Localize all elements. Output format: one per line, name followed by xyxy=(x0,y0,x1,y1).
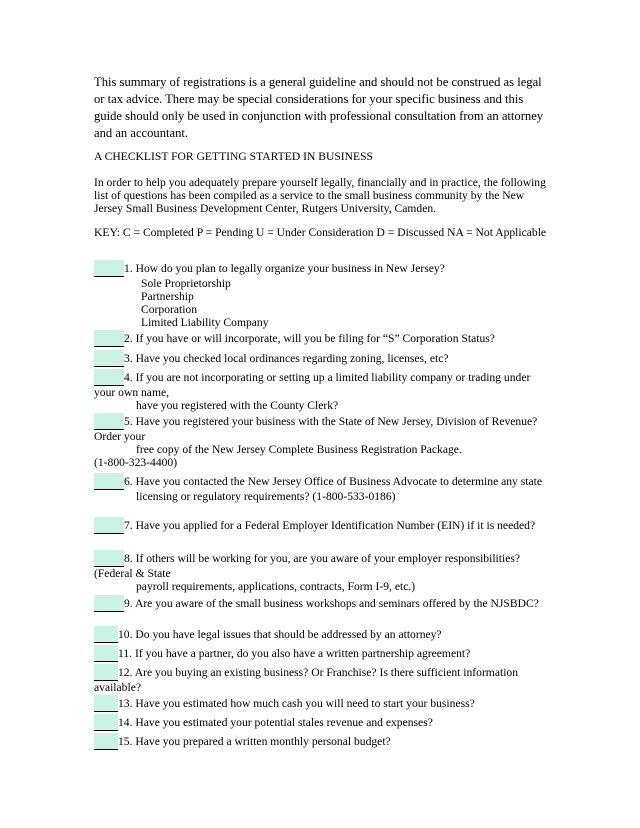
checklist-item-1 xyxy=(94,262,549,329)
item-text: 6. Have you contacted the New Jersey Office of Business Advocate to determine any state xyxy=(124,475,542,488)
item-text: 8. If others will be working for you, are you aware of your employer responsibilities? (Federal & State xyxy=(94,552,521,580)
checklist-item-8 xyxy=(94,552,549,593)
item-text: 14. Have you estimated your potential stales revenue and expenses? xyxy=(118,716,433,729)
org-option-sole-proprietorship: Sole Proprietorship xyxy=(141,277,231,290)
checklist-item-13 xyxy=(94,697,549,712)
checklist-item-2 xyxy=(94,332,549,347)
item-text: 10. Do you have legal issues that should be addressed by an attorney? xyxy=(118,628,442,641)
item-text: 7. Have you applied for a Federal Employer Identification Number (EIN) if it is needed? xyxy=(124,519,536,532)
answer-box-4[interactable] xyxy=(94,369,124,386)
item-text: 12. Are you buying an existing business? Or Franchise? Is there sufficient information available? xyxy=(94,666,519,694)
checklist-item-6 xyxy=(94,475,549,503)
item-text: 4. If you are not incorporating or setting up a limited liability company or trading under your own name, xyxy=(94,371,531,399)
item-text: 1. How do you plan to legally organize your business in New Jersey? xyxy=(124,262,445,275)
intro-paragraph: In order to help you adequately prepare yourself legally, financially and in practice, the following list of questions has been compiled as a service to the small business community by the New Jersey Small Business Development Center, Rutgers University, Camden. xyxy=(94,176,546,216)
answer-box-7[interactable] xyxy=(94,517,124,534)
org-option-llc: Limited Liability Company xyxy=(141,316,269,329)
checklist-item-12 xyxy=(94,666,549,694)
answer-box-1[interactable] xyxy=(94,260,124,277)
checklist-item-11 xyxy=(94,647,549,662)
item-continuation: payroll requirements, applications, contracts, Form I-9, etc.) xyxy=(136,580,416,593)
checklist-item-5 xyxy=(94,415,549,469)
checklist-item-9 xyxy=(94,597,549,612)
key-legend: KEY: C = Completed P = Pending U = Under Consideration D = Discussed NA = Not Applicable xyxy=(94,226,547,239)
answer-box-14[interactable] xyxy=(94,714,118,731)
answer-box-3[interactable] xyxy=(94,350,124,367)
checklist-item-4 xyxy=(94,371,549,412)
answer-box-10[interactable] xyxy=(94,626,118,643)
org-option-partnership: Partnership xyxy=(141,290,194,303)
answer-box-9[interactable] xyxy=(94,595,124,612)
item-text: 15. Have you prepared a written monthly personal budget? xyxy=(118,735,391,748)
item-continuation: free copy of the New Jersey Complete Business Registration Package. xyxy=(136,443,462,456)
checklist-heading: A CHECKLIST FOR GETTING STARTED IN BUSINESS xyxy=(94,150,374,163)
checklist-item-10 xyxy=(94,628,549,643)
checklist-item-3 xyxy=(94,352,549,367)
item-text: 2. If you have or will incorporate, will you be filing for “S” Corporation Status? xyxy=(124,332,495,345)
item-text: 5. Have you registered your business with the State of New Jersey, Division of Revenue? Order your xyxy=(94,415,538,443)
answer-box-12[interactable] xyxy=(94,664,118,681)
answer-box-11[interactable] xyxy=(94,645,118,662)
answer-box-13[interactable] xyxy=(94,695,118,712)
item-text: 3. Have you checked local ordinances regarding zoning, licenses, etc? xyxy=(124,352,449,365)
item-text: 11. If you have a partner, do you also have a written partnership agreement? xyxy=(118,647,471,660)
answer-box-8[interactable] xyxy=(94,550,124,567)
item-text: 9. Are you aware of the small business workshops and seminars offered by the NJSBDC? xyxy=(124,597,539,610)
item-continuation: have you registered with the County Clerk? xyxy=(136,399,339,412)
item-text: 13. Have you estimated how much cash you will need to start your business? xyxy=(118,697,475,710)
intro-disclaimer: This summary of registrations is a general guideline and should not be construed as legal or tax advice. There may be special considerations for your specific business and this guide should only be used in conjunction with professional consultation from an attorney and an accountant. xyxy=(94,75,544,140)
answer-box-5[interactable] xyxy=(94,413,124,430)
checklist-item-14 xyxy=(94,716,549,731)
checklist-item-7 xyxy=(94,519,549,534)
item-continuation: licensing or regulatory requirements? (1-800-533-0186) xyxy=(136,490,396,503)
org-option-corporation: Corporation xyxy=(141,303,198,316)
checklist-item-15 xyxy=(94,735,549,750)
answer-box-6[interactable] xyxy=(94,473,124,490)
phone-number: (1-800-323-4400) xyxy=(94,456,178,469)
answer-box-2[interactable] xyxy=(94,330,124,347)
answer-box-15[interactable] xyxy=(94,733,118,750)
